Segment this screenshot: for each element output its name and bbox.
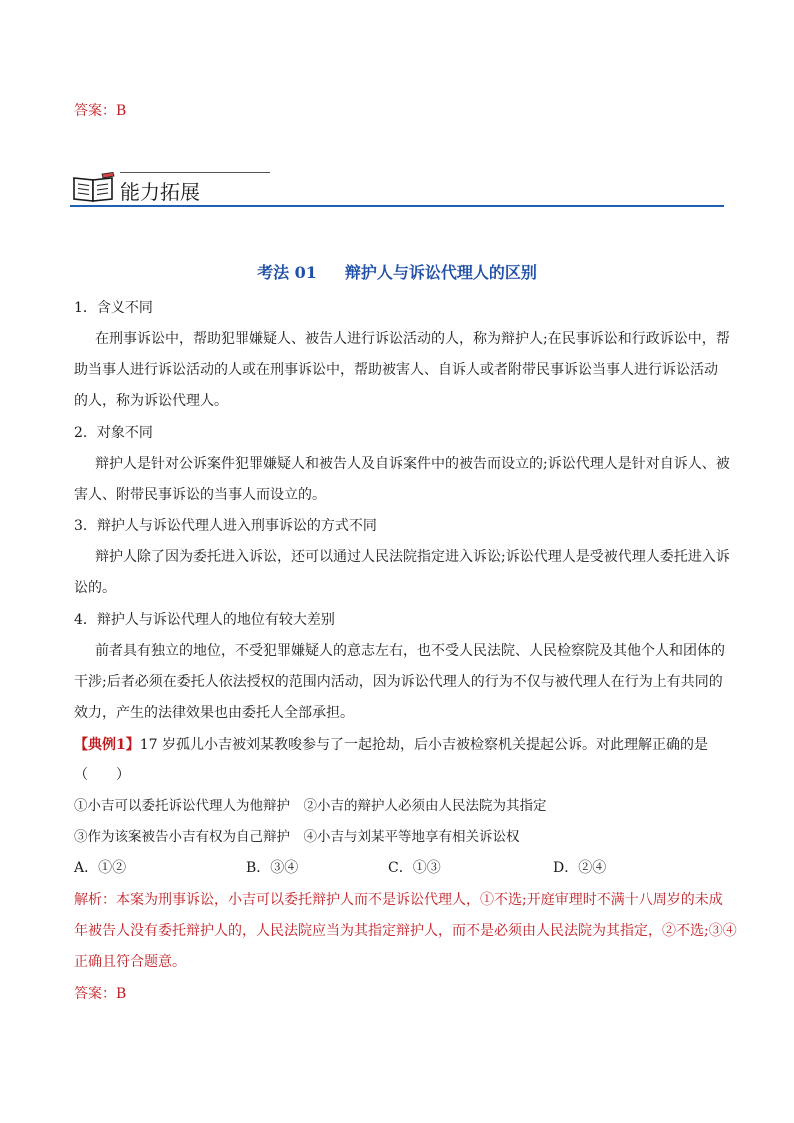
answer-top: 答案：B: [74, 103, 127, 119]
section-header: [70, 166, 724, 210]
point-text-line: 害人、附带民事诉讼的当事人而设立的。: [74, 487, 326, 503]
point-text-line: 助当事人进行诉讼活动的人或在刑事诉讼中，帮助被害人、自诉人或者附带民事诉讼当事人进行诉讼活动: [74, 362, 718, 378]
option-b: B．③④: [246, 860, 299, 876]
example-label: 【典例1】: [74, 737, 140, 753]
option-a: A．①②: [74, 860, 127, 876]
point-text-line: 辩护人是针对公诉案件犯罪嫌疑人和被告人及自诉案件中的被告而设立的;诉讼代理人是针对自诉人、被: [95, 456, 730, 472]
section-title: 能力拓展: [120, 180, 200, 204]
point-text-line: 辩护人除了因为委托进入诉讼，还可以通过人民法院指定进入诉讼;诉讼代理人是受被代理人委托进入诉: [95, 549, 730, 565]
example-question: [74, 735, 708, 755]
point-heading: 2．对象不同: [74, 425, 153, 441]
point-heading: 3．辩护人与诉讼代理人进入刑事诉讼的方式不同: [74, 518, 377, 534]
point-text-line: 讼的。: [74, 580, 116, 596]
point-heading: 1．含义不同: [74, 300, 153, 316]
option-c: C．①③: [388, 860, 441, 876]
example-question-text: 17 岁孤儿小吉被刘某教唆参与了一起抢劫，后小吉被检察机关提起公诉。对此理解正确的是: [139, 737, 709, 753]
answer-blank: （ ）: [74, 767, 130, 783]
point-text-line: 干涉;后者必须在委托人依法授权的范围内活动，因为诉讼代理人的行为不仅与被代理人在行为上有共同的: [74, 674, 723, 690]
method-title: [0, 260, 794, 283]
analysis-line: 解析：本案为刑事诉讼，小吉可以委托辩护人而不是诉讼代理人，①不选;开庭审理时不满十八周岁的未成: [74, 892, 723, 908]
analysis-line: 正确且符合题意。: [74, 954, 186, 970]
method-heading: 辩护人与诉讼代理人的区别: [344, 263, 537, 282]
point-text-line: 效力，产生的法律效果也由委托人全部承担。: [74, 705, 354, 721]
example-answer: 答案：B: [74, 986, 127, 1002]
point-text-line: 的人，称为诉讼代理人。: [74, 393, 228, 409]
point-text-line: 在刑事诉讼中，帮助犯罪嫌疑人、被告人进行诉讼活动的人，称为辩护人;在民事诉讼和行政诉讼中，帮: [95, 331, 730, 347]
point-heading: 4．辩护人与诉讼代理人的地位有较大差别: [74, 612, 335, 628]
method-number: 考法 01: [257, 263, 317, 282]
point-text-line: 前者具有独立的地位，不受犯罪嫌疑人的意志左右，也不受人民法院、人民检察院及其他个人和团体的: [95, 643, 725, 659]
statement-line: ①小吉可以委托诉讼代理人为他辩护 ②小吉的辩护人必须由人民法院为其指定: [74, 798, 547, 814]
analysis-line: 年被告人没有委托辩护人的，人民法院应当为其指定辩护人，而不是必须由人民法院为其指定，②不选;③④: [74, 923, 737, 939]
open-book-icon: [72, 172, 116, 202]
header-top-rule: [120, 172, 270, 173]
statement-line: ③作为该案被告小吉有权为自己辩护 ④小吉与刘某平等地享有相关诉讼权: [74, 829, 520, 845]
header-underline: [70, 205, 724, 207]
option-d: D．②④: [553, 860, 607, 876]
